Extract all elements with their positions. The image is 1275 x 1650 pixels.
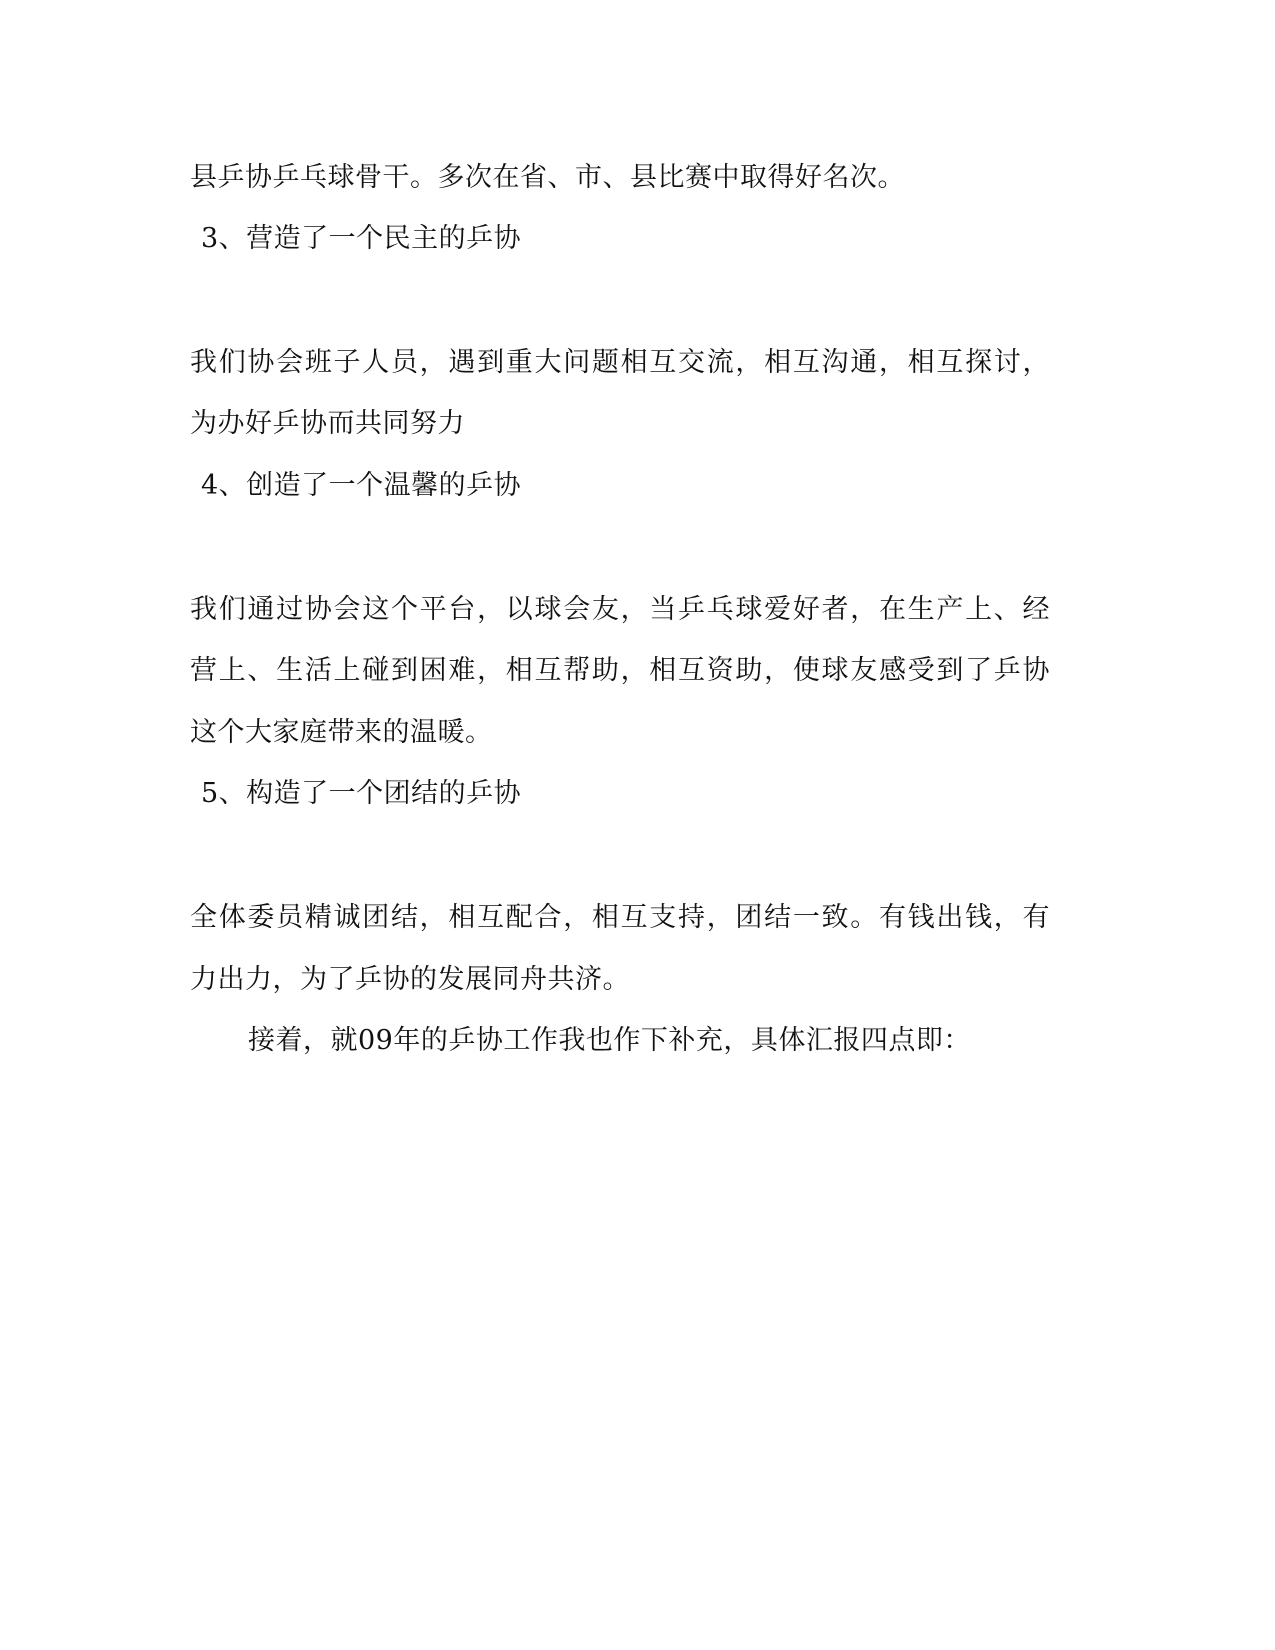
section-heading: 4、创造了一个温馨的乒协 bbox=[201, 470, 522, 501]
paragraph-line: 营上、生活上碰到困难，相互帮助，相互资助，使球友感受到了乒协 bbox=[190, 655, 1050, 686]
paragraph-line: 全体委员精诚团结，相互配合，相互支持，团结一致。有钱出钱，有 bbox=[190, 902, 1050, 933]
paragraph-line: 为办好乒协而共同努力 bbox=[190, 408, 465, 439]
paragraph-line: 接着，就09年的乒协工作我也作下补充，具体汇报四点即： bbox=[248, 1025, 971, 1056]
paragraph-line: 力出力，为了乒协的发展同舟共济。 bbox=[190, 964, 630, 995]
section-heading: 3、营造了一个民主的乒协 bbox=[201, 223, 522, 254]
paragraph-line: 县乒协乒乓球骨干。多次在省、市、县比赛中取得好名次。 bbox=[190, 162, 905, 193]
paragraph-line: 我们通过协会这个平台，以球会友，当乒乓球爱好者，在生产上、经 bbox=[190, 594, 1050, 625]
paragraph-line: 我们协会班子人员，遇到重大问题相互交流，相互沟通，相互探讨， bbox=[190, 347, 1050, 378]
section-heading: 5、构造了一个团结的乒协 bbox=[201, 778, 522, 809]
paragraph-line: 这个大家庭带来的温暖。 bbox=[190, 717, 493, 748]
